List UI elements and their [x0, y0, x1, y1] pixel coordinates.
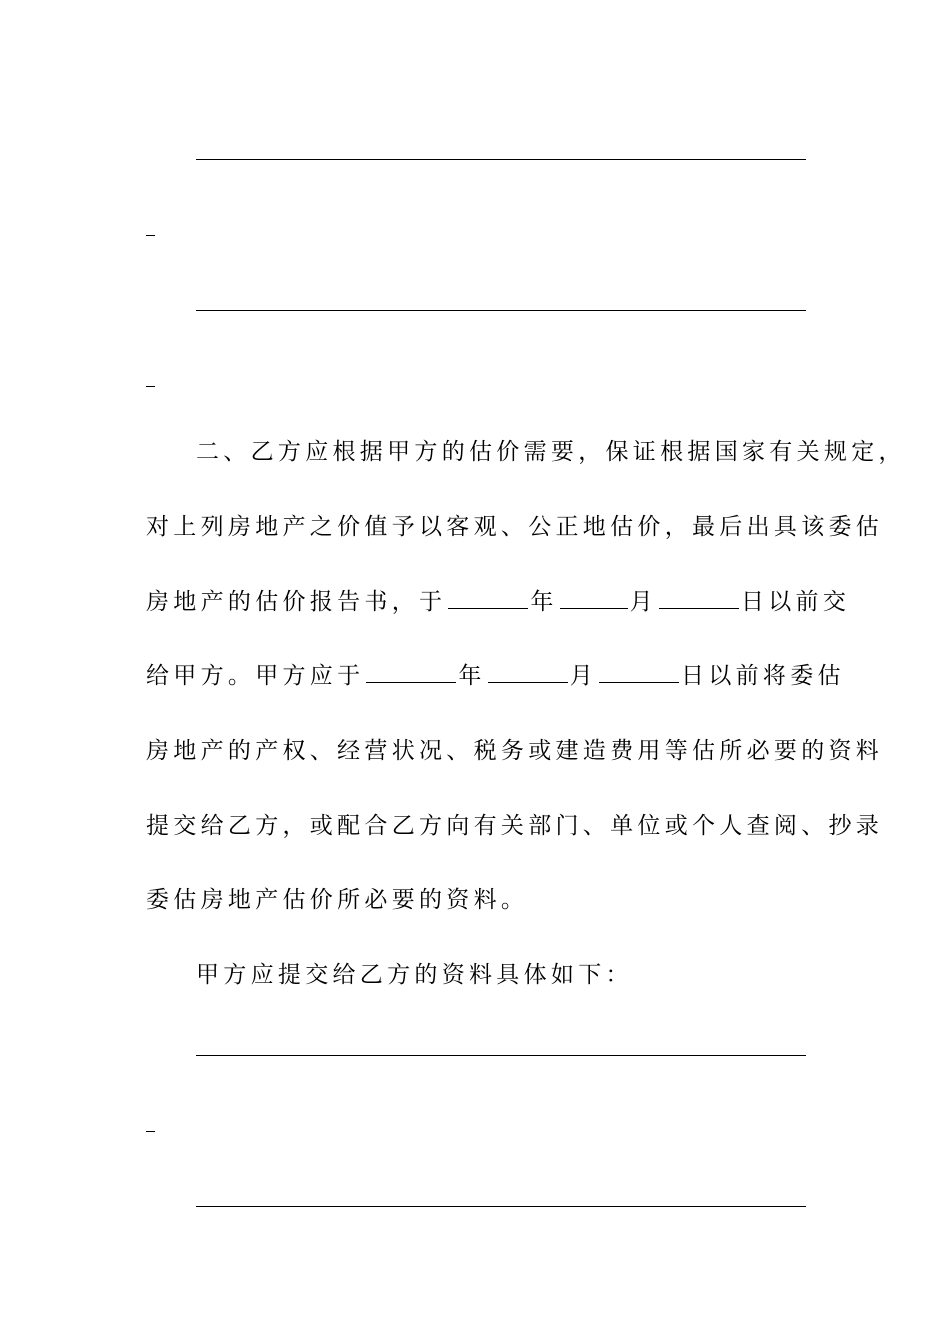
text-segment: 房地产的估价报告书，于 [146, 589, 447, 615]
materials-intro: 甲方应提交给乙方的资料具体如下： [196, 962, 633, 988]
month-label: 月 [569, 663, 598, 689]
paragraph-line: 对上列房地产之价值予以客观、公正地估价，最后出具该委估 [146, 514, 884, 540]
blank-field-day [599, 682, 679, 683]
fill-in-line [196, 1055, 806, 1056]
paragraph-line-with-blanks [146, 661, 845, 691]
fill-in-line-end [146, 235, 155, 236]
month-label: 月 [629, 589, 657, 615]
text-segment: 日以前将委估 [681, 663, 845, 689]
fill-in-line-end [146, 1131, 155, 1132]
blank-field-month [488, 682, 568, 683]
fill-in-line [196, 159, 806, 160]
paragraph-line: 房地产的产权、经营状况、税务或建造费用等估所必要的资料 [146, 738, 884, 764]
blank-field-year [366, 682, 456, 683]
paragraph-line-with-blanks [146, 587, 850, 617]
text-segment: 给甲方。甲方应于 [146, 663, 365, 689]
fill-in-line-end [146, 386, 155, 387]
blank-field-day [659, 608, 739, 609]
blank-field-year [448, 608, 528, 609]
paragraph-line: 委估房地产估价所必要的资料。 [146, 887, 529, 913]
text-segment: 日以前交 [740, 589, 851, 615]
paragraph-line: 二、乙方应根据甲方的估价需要，保证根据国家有关规定， [196, 439, 906, 465]
fill-in-line [196, 310, 806, 311]
paragraph-line: 提交给乙方，或配合乙方向有关部门、单位或个人查阅、抄录 [146, 813, 884, 839]
year-label: 年 [458, 663, 486, 689]
fill-in-line [196, 1206, 806, 1207]
year-label: 年 [530, 589, 558, 615]
blank-field-month [560, 608, 628, 609]
